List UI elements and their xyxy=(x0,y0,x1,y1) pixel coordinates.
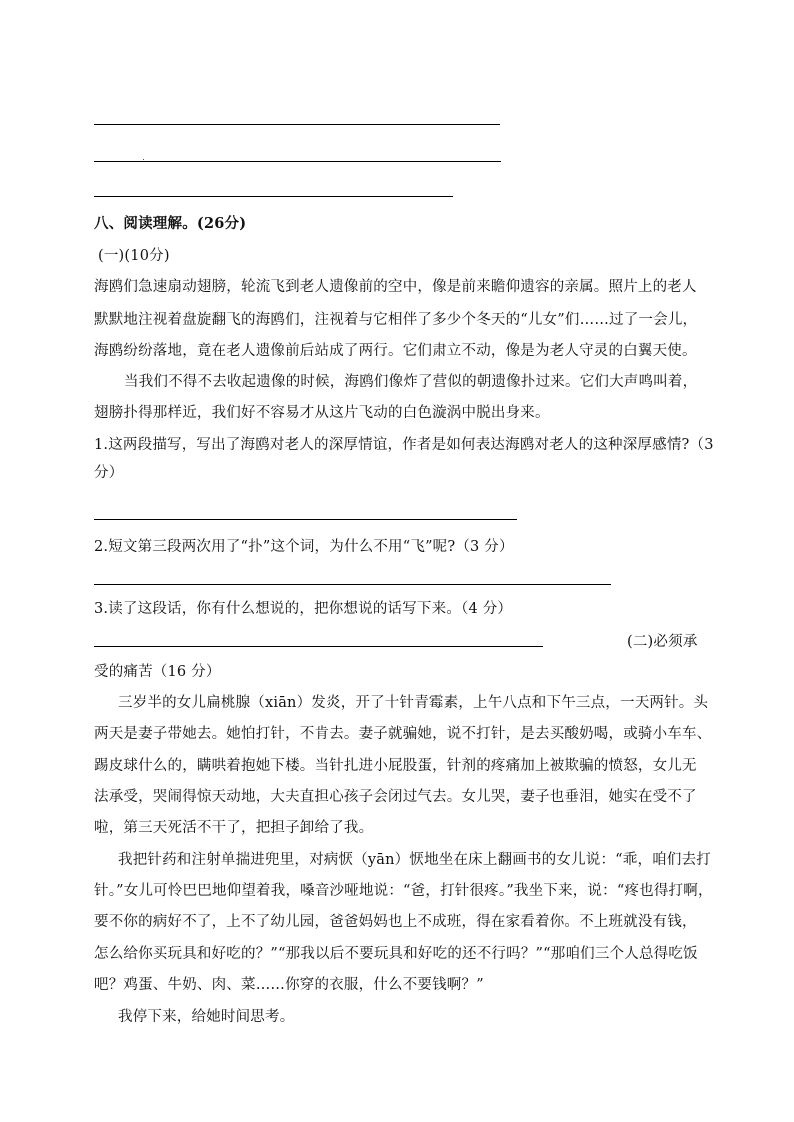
answer-line[interactable] xyxy=(94,161,501,162)
part2-paragraph-line: 要不你的病好不了，上不了幼儿园，爸爸妈妈也上不成班，得在家看着你。不上班就没有钱， xyxy=(94,914,697,930)
part2-header-right: (二)必须承 xyxy=(627,634,698,650)
part1-paragraph-line: 翅膀扑得那样近，我们好不容易才从这片飞动的白色漩涡中脱出身来。 xyxy=(94,405,550,421)
answer-line[interactable] xyxy=(94,124,500,125)
answer-line[interactable] xyxy=(94,519,517,520)
ink-dot xyxy=(143,159,144,160)
answer-line[interactable] xyxy=(94,584,611,585)
question-1-continuation: 分） xyxy=(94,465,124,481)
question-2: 2.短文第三段两次用了“扑”这个词，为什么不用“飞”呢?（3 分） xyxy=(94,539,514,555)
part1-header: (一)(10分) xyxy=(98,248,170,264)
part2-paragraph-line: 啦，第三天死活不干了，把担子卸给了我。 xyxy=(94,820,374,836)
part1-paragraph-line: 海鸥纷纷落地，竟在老人遗像前后站成了两行。它们肃立不动，像是为老人守灵的白翼天使。 xyxy=(94,343,697,359)
part1-paragraph-line: 默默地注视着盘旋翻飞的海鸥们，注视着与它相伴了多少个冬天的“儿女”们……过了一会儿， xyxy=(94,312,698,328)
part2-paragraph-line: 两天是妻子带她去。她怕打针，不肯去。妻子就骗她，说不打针，是去买酸奶喝，或骑小车车、 xyxy=(94,726,712,742)
section-title: 八、阅读理解。(26分) xyxy=(94,215,247,232)
question-3: 3.读了这段话，你有什么想说的，把你想说的话写下来。（4 分） xyxy=(94,601,513,617)
part2-paragraph-line: 三岁半的女儿扁桃腺（xiān）发炎，开了十针青霉素，上午八点和下午三点，一天两针。头 xyxy=(118,695,709,711)
part2-header-left: 受的痛苦（16 分） xyxy=(94,664,221,680)
answer-line[interactable] xyxy=(94,646,543,647)
part2-paragraph-line: 法承受，哭闹得惊天动地，大夫直担心孩子会闭过气去。女儿哭，妻子也垂泪，她实在受不了 xyxy=(94,789,697,805)
part1-paragraph-line: 海鸥们急速扇动翅膀，轮流飞到老人遗像前的空中，像是前来瞻仰遗容的亲属。照片上的老人 xyxy=(94,279,697,295)
part2-paragraph-line: 我把针药和注射单揣进兜里，对病恹（yān）恹地坐在床上翻画书的女儿说：“乖，咱们去打 xyxy=(118,852,711,868)
part1-paragraph-line: 当我们不得不去收起遗像的时候，海鸥们像炸了营似的朝遗像扑过来。它们大声鸣叫着， xyxy=(124,374,698,390)
part2-paragraph-line: 针。”女儿可怜巴巴地仰望着我，嗓音沙哑地说：“爸，打针很疼。”我坐下来，说：“疼也得打啊， xyxy=(94,883,713,899)
question-1: 1.这两段描写，写出了海鸥对老人的深厚情谊，作者是如何表达海鸥对老人的这种深厚感情?（3 xyxy=(94,437,714,453)
answer-line[interactable] xyxy=(94,196,453,197)
part2-paragraph-line: 怎么给你买玩具和好吃的？”“那我以后不要玩具和好吃的还不行吗？”“那咱们三个人总得吃饭 xyxy=(94,946,698,962)
part2-paragraph-line: 踢皮球什么的，瞒哄着抱她下楼。当针扎进小屁股蛋，针剂的疼痛加上被欺骗的愤怒，女儿无 xyxy=(94,758,697,774)
part2-paragraph-line: 我停下来，给她时间思考。 xyxy=(118,1009,295,1025)
part2-paragraph-line: 吧？鸡蛋、牛奶、肉、菜……你穿的衣服，什么不要钱啊？” xyxy=(94,977,484,993)
